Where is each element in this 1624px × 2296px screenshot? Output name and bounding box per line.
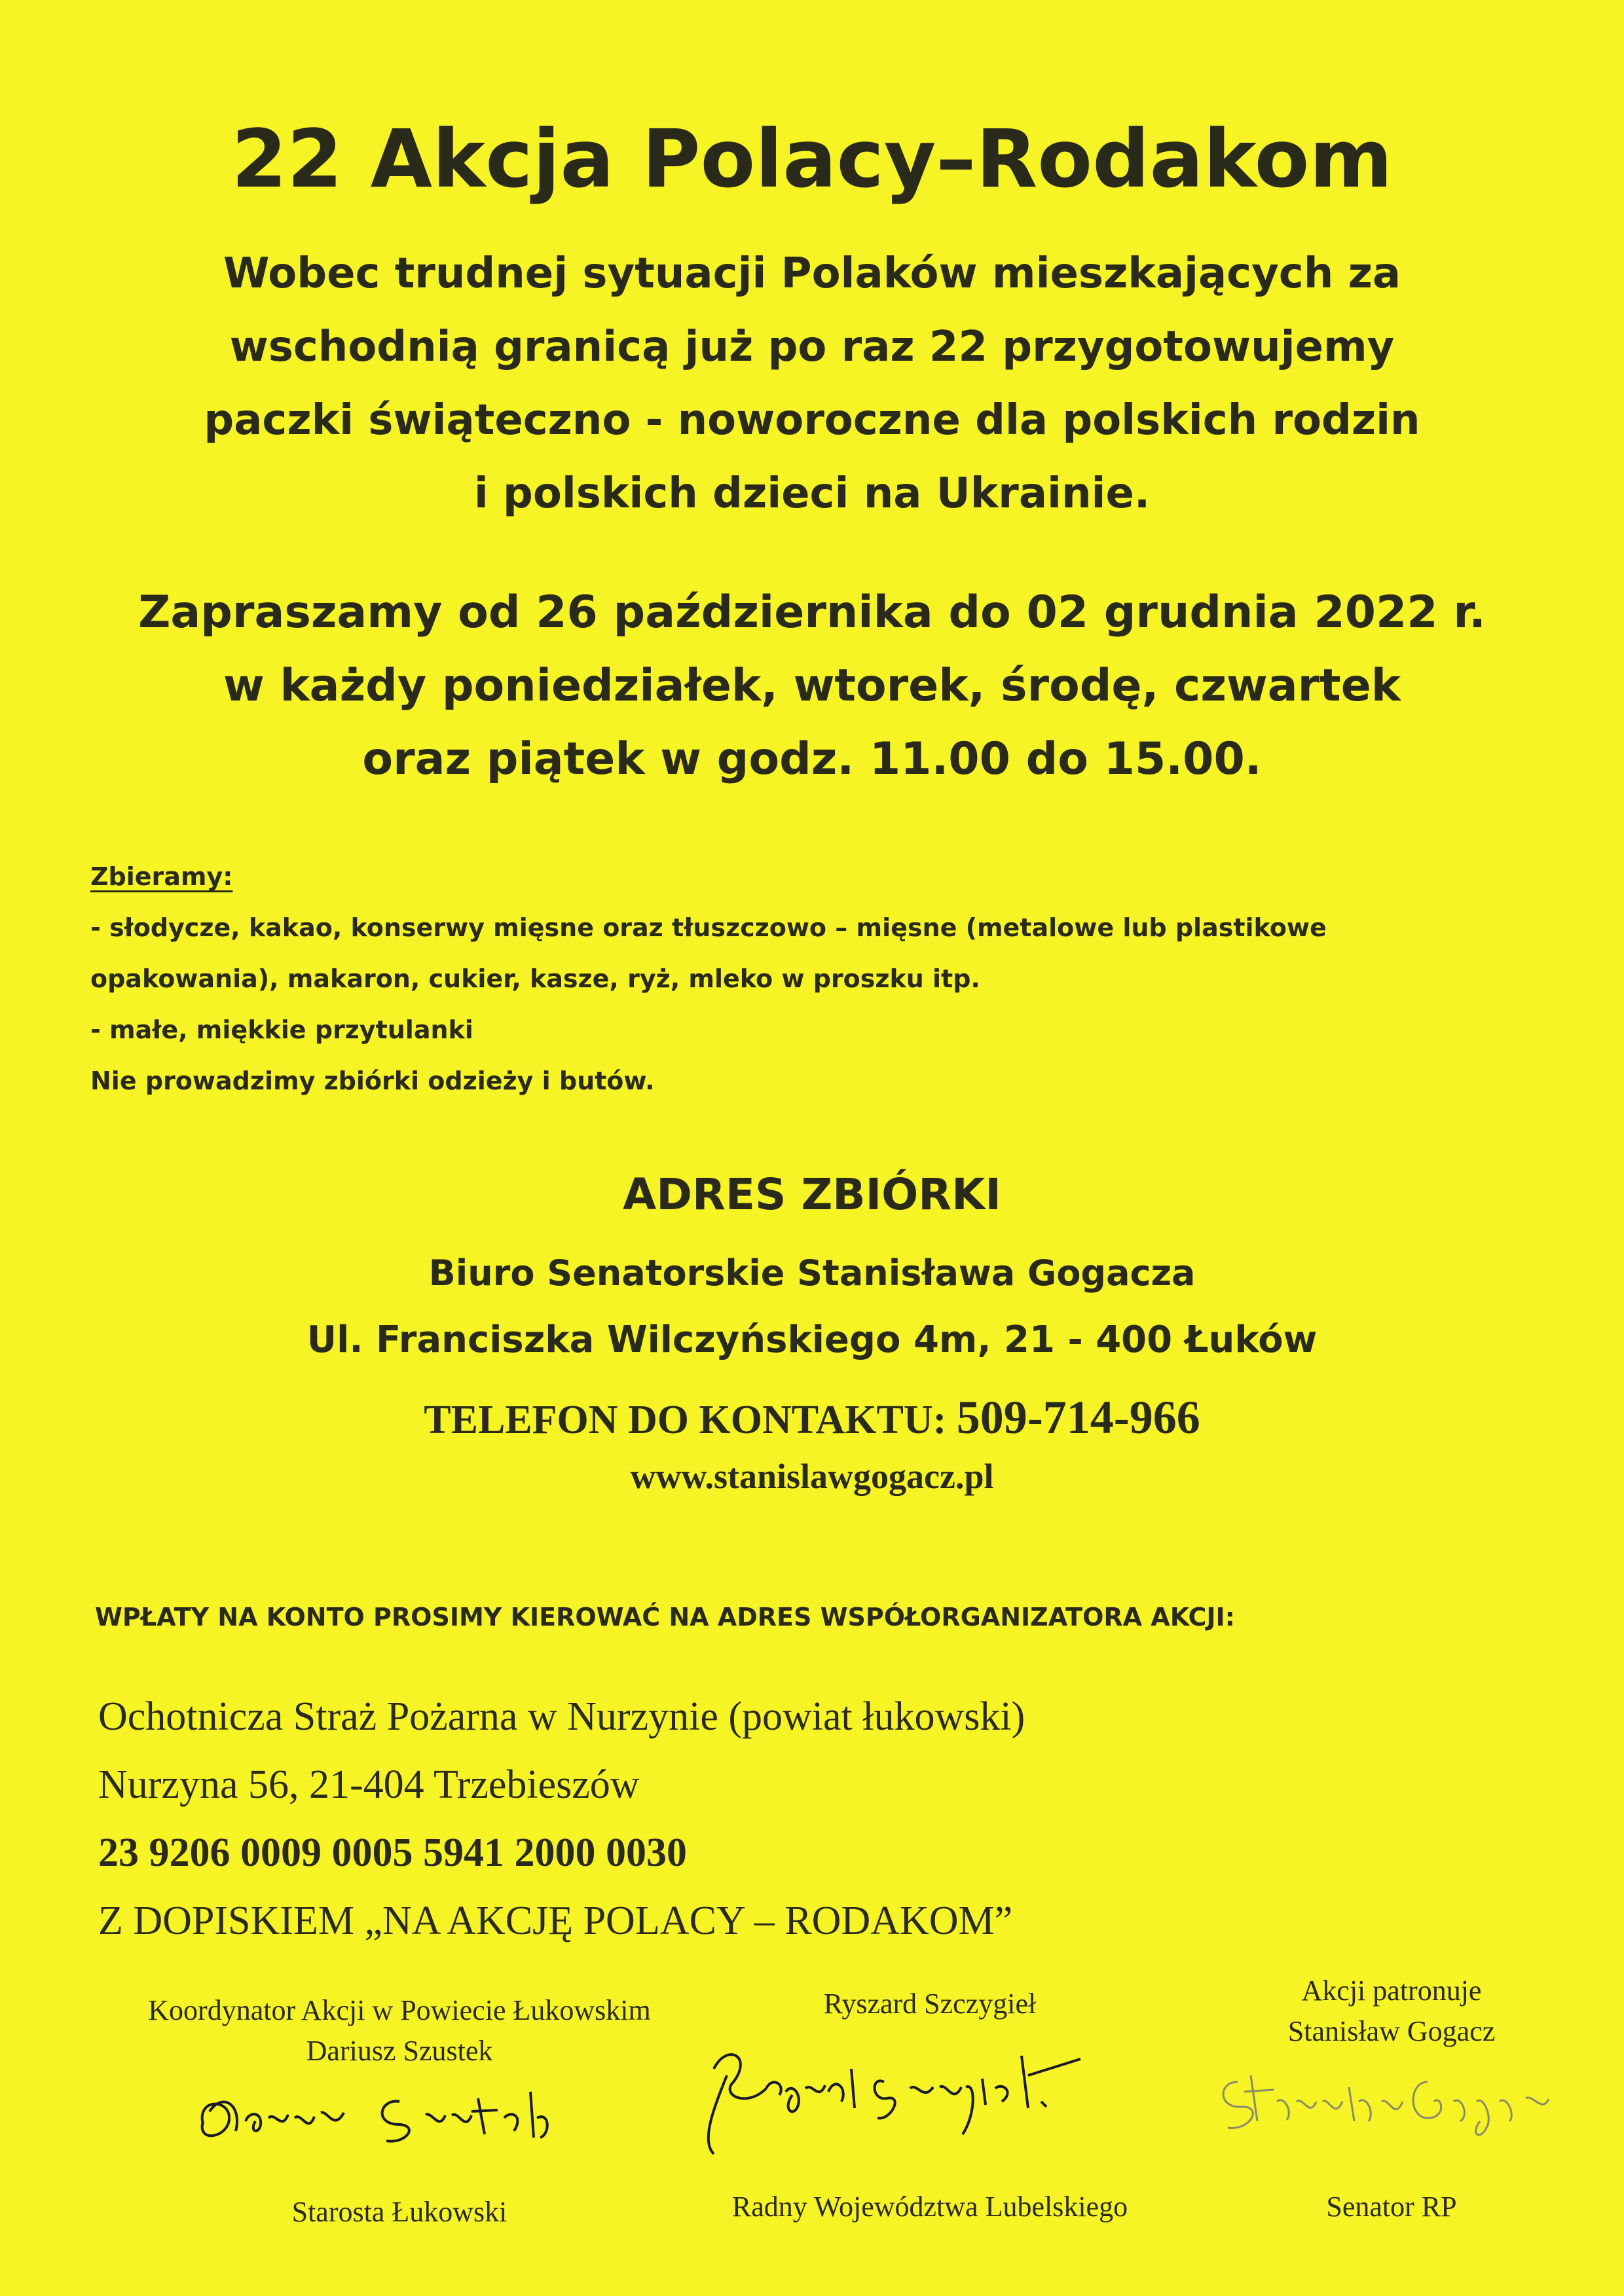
payment-org: Ochotnicza Straż Pożarna w Nurzynie (powiat łukowski)	[98, 1694, 1025, 1739]
schedule-paragraph	[0, 576, 1624, 796]
address-phone	[0, 1388, 1624, 1449]
signatory-name: Dariusz Szustek	[306, 2035, 493, 2067]
signatory-title: Koordynator Akcji w Powiecie Łukowskim	[148, 1994, 651, 2026]
phone-number: 509-714-966	[956, 1391, 1200, 1444]
address-heading: ADRES ZBIÓRKI	[623, 1169, 1001, 1220]
intro-line: paczki świąteczno - noworoczne dla polskich rodzin	[204, 396, 1420, 445]
signatory-councillor	[674, 1984, 1185, 2024]
collection-list	[90, 851, 1564, 1106]
address-street: Ul. Franciszka Wilczyńskiego 4m, 21 - 400 Łuków	[306, 1319, 1318, 1361]
intro-paragraph	[0, 237, 1624, 530]
signatory-role: Radny Województwa Lubelskiego	[731, 2191, 1128, 2223]
intro-line: Wobec trudnej sytuacji Polaków mieszkających za	[223, 249, 1401, 298]
schedule-line: oraz piątek w godz. 11.00 do 15.00.	[362, 733, 1262, 785]
signatory-title: Akcji patronuje	[1301, 1975, 1482, 2007]
payment-account: 23 9206 0009 0005 5941 2000 0030	[98, 1831, 687, 1875]
signatory-coordinator	[72, 1990, 727, 2071]
signatory-name: Stanisław Gogacz	[1287, 2015, 1496, 2047]
collection-item: - słodycze, kakao, konserwy mięsne oraz tłuszczowo – mięsne (metalowe lub plastikowe	[90, 913, 1327, 942]
payment-heading: WPŁATY NA KONTO PROSIMY KIEROWAĆ NA ADRES WSPÓŁORGANIZATORA AKCJI:	[95, 1603, 1235, 1631]
signatory-senator	[1179, 1971, 1604, 2052]
payment-note: Z DOPISKIEM „NA AKCJĘ POLACY – RODAKOM”	[98, 1899, 1013, 1943]
collection-item: - małe, miękkie przytulanki	[90, 1015, 473, 1044]
schedule-line: Zapraszamy od 26 października do 02 grudnia 2022 r.	[138, 587, 1486, 638]
schedule-line: w każdy poniedziałek, wtorek, środę, czwartek	[223, 660, 1401, 712]
signatory-role: Starosta Łukowski	[291, 2196, 507, 2228]
collection-heading: Zbieramy:	[90, 862, 233, 891]
website-link[interactable]: www.stanislawgogacz.pl	[630, 1457, 994, 1496]
signature-image	[183, 2072, 602, 2157]
poster-title: 22 Akcja Polacy–Rodakom	[231, 113, 1393, 206]
collection-item: opakowania), makaron, cukier, kasze, ryż, mleko w proszku itp.	[90, 964, 980, 993]
phone-label: TELEFON DO KONTAKTU:	[424, 1398, 947, 1442]
signature-image	[688, 2030, 1146, 2167]
collection-note: Nie prowadzimy zbiórki odzieży i butów.	[90, 1066, 655, 1095]
payment-details	[98, 1683, 1572, 1955]
signatory-role: Senator RP	[1326, 2191, 1457, 2223]
intro-line: i polskich dzieci na Ukrainie.	[473, 469, 1151, 518]
signatory-name: Ryszard Szczygieł	[823, 1988, 1037, 2020]
payment-address: Nurzyna 56, 21-404 Trzebieszów	[98, 1762, 640, 1807]
address-office: Biuro Senatorskie Stanisława Gogacza	[428, 1252, 1196, 1294]
intro-line: wschodnią granicą już po raz 22 przygotowujemy	[229, 323, 1395, 371]
signature-image	[1211, 2056, 1578, 2147]
